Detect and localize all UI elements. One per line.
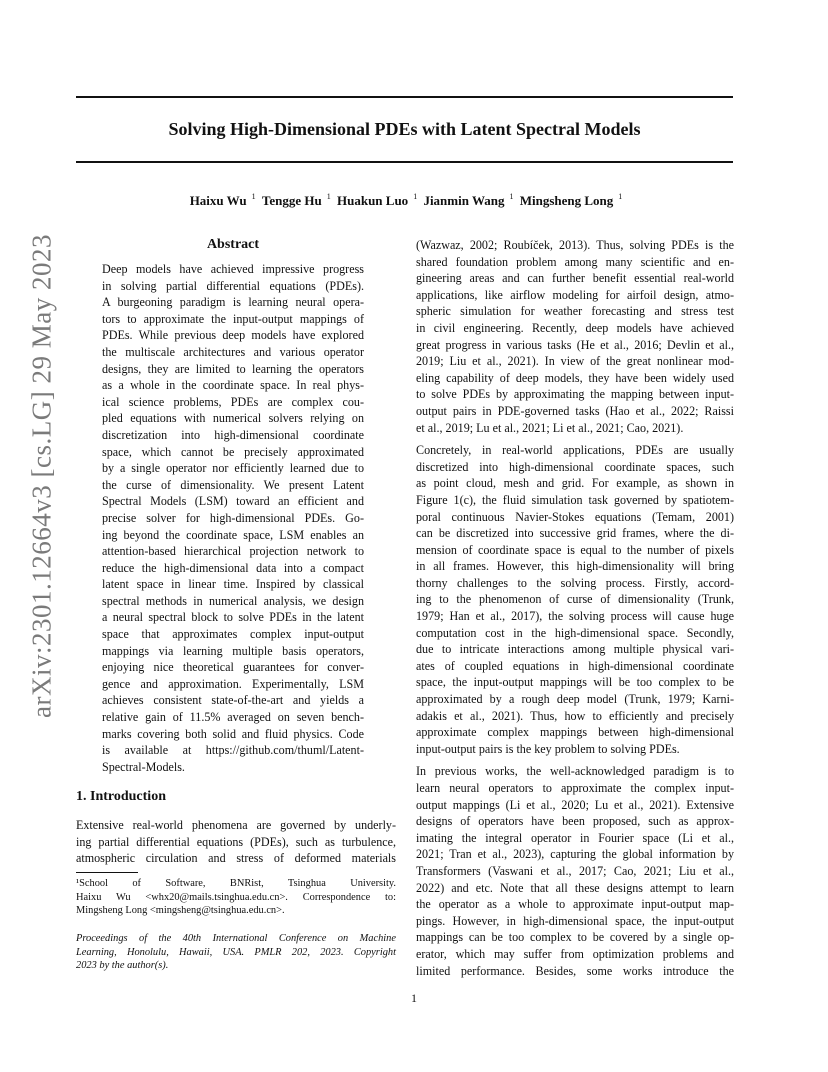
introduction-body — [76, 817, 396, 867]
text-line: precise solver for high-dimensional PDEs. Go- — [102, 510, 364, 525]
text-line: Proceedings of the 40th International Conference on Machine — [76, 933, 396, 944]
text-line: in solving partial differential equations (PDEs). — [102, 278, 364, 293]
text-line: output mappings (Li et al., 2020; Lu et al., 2021). Extensive — [416, 797, 734, 812]
text-line: learn neural operators to approximate the complex input- — [416, 781, 734, 795]
author-list — [76, 192, 733, 209]
introduction-heading: 1. Introduction — [76, 789, 166, 804]
arxiv-stamp-text: arXiv:2301.12664v3 [cs.LG] 29 May 2023 — [26, 234, 57, 718]
text-line: pings. However, in high-dimensional space, the input-output — [416, 913, 734, 928]
text-line: the multiscale architectures and various operator — [102, 344, 364, 359]
paper-title: Solving High-Dimensional PDEs with Latent Spectral Models — [168, 119, 641, 139]
text-line: a neural spectral block to solve PDEs in the latent — [102, 610, 364, 625]
text-line: marks covering both solid and fluid physics. Code — [102, 726, 364, 741]
text-line: Extensive real-world phenomena are governed by underly- — [76, 818, 396, 832]
right-column-text — [416, 237, 734, 985]
text-line: atmospheric circulation and stress of deformed materials — [76, 851, 396, 866]
text-line: computation cost in the high-dimensional space. Secondly, — [416, 625, 734, 640]
text-line: limited performance. Besides, some works introduce the — [416, 963, 734, 978]
text-line: output pairs in PDE-governed tasks (Hao et al., 2022; Raissi — [416, 403, 734, 418]
text-line: great progress in various tasks (He et al., 2016; Devlin et al., — [416, 337, 734, 352]
text-line: pled equations with numerical solvers relying on — [102, 411, 364, 426]
text-line: A burgeoning paradigm is learning neural opera- — [102, 295, 364, 310]
affiliation-mark: 1 — [509, 192, 514, 201]
text-line: shared foundation problem among many scientific and en- — [416, 254, 734, 269]
text-line: 2019; Liu et al., 2021). In view of the great nonlinear mod- — [416, 354, 734, 369]
text-line: poral continuous Navier-Stokes equations (Temam, 2001) — [416, 509, 734, 524]
footnote-proceedings — [76, 932, 396, 973]
text-line: 2022) and etc. Note that all these designs attempt to learn — [416, 880, 734, 895]
text-line: designs, they are limited to learning the operators — [102, 361, 364, 376]
text-line: to solve PDEs by approximating the mapping between input- — [416, 387, 734, 402]
author-name: Mingsheng Long — [519, 193, 614, 208]
affiliation-mark: 1 — [413, 192, 418, 201]
text-line: space that approximates complex input-output — [102, 627, 364, 642]
text-line: Concretely, in real-world applications, PDEs are usually — [416, 443, 734, 458]
text-line: ates of coupled equations in high-dimensional coordinate — [416, 658, 734, 673]
text-line: Spectral-Models. — [102, 759, 185, 774]
text-line: erator, which may suffer from optimization problems and — [416, 946, 734, 961]
text-line: enjoying nice theoretical guarantees for conver- — [102, 660, 364, 675]
text-line: imating the integral operator in Fourier space (Li et al., — [416, 830, 734, 845]
text-line: by a single operator nor efficiently learned due to — [102, 461, 364, 476]
text-line: due to intricate interactions among multiple physical vari- — [416, 642, 734, 657]
text-line: mappings can be too complex to be covered by a single op- — [416, 930, 734, 945]
text-line: discretization into high-dimensional coordinate — [102, 427, 364, 442]
text-line: input-output pairs is the key problem to solving PDEs. — [416, 741, 680, 756]
text-line: Figure 1(c), the fluid simulation task governed by spatiotem- — [416, 492, 734, 507]
affiliation-mark: 1 — [618, 192, 623, 201]
author-name: Tengge Hu — [261, 193, 322, 208]
text-line: is available at https://github.com/thuml/Latent- — [102, 743, 364, 758]
text-line: in civil engineering. Recently, deep models have achieved — [416, 320, 734, 335]
abstract-body — [102, 261, 364, 775]
text-line: et al., 2019; Lu et al., 2021; Li et al., 2021; Cao, 2021). — [416, 420, 684, 435]
abstract-heading: Abstract — [206, 237, 260, 252]
text-line: designs of operators have been proposed, such as approx- — [416, 814, 734, 829]
text-line: relative gain of 11.5% averaged on seven bench- — [102, 710, 364, 725]
text-line: space, which cannot be precisely approximated — [102, 444, 364, 459]
text-line: Haixu Wu <whx20@mails.tsinghua.edu.cn>. Correspondence to: — [76, 891, 396, 903]
text-line: ing beyond the coordinate space, LSM enables an — [102, 527, 364, 542]
text-line: ing partial differential equations (PDEs), such as turbulence, — [76, 834, 396, 849]
text-line: latent space in linear time. Inspired by classical — [102, 577, 364, 592]
footnote-rule — [76, 872, 138, 873]
text-line: discretized into high-dimensional coordinate spaces, such — [416, 459, 734, 474]
text-line: achieves consistent state-of-the-art and yields a — [102, 693, 364, 708]
text-line: as point cloud, mesh and grid. For example, as shown in — [416, 476, 734, 491]
text-line: (Wazwaz, 2002; Roubíček, 2013). Thus, solving PDEs is the — [416, 238, 734, 252]
footnote-affiliation — [76, 877, 396, 918]
text-line: mappings via learning multiple basis operators, — [102, 643, 364, 658]
text-line: eling capability of deep models, they have been widely used — [416, 370, 734, 385]
text-line: tors to approximate the input-output mappings of — [102, 311, 364, 326]
text-line: in all frames. However, this high-dimensionality will bring — [416, 559, 734, 574]
text-line: can be discretized into successive grid frames, where the di- — [416, 526, 734, 541]
author-name: Jianmin Wang — [423, 193, 505, 208]
text-line: 1979; Han et al., 2017), the solving process will cause huge — [416, 609, 734, 624]
text-line: gence and approximation. Experimentally, LSM — [102, 676, 364, 691]
affiliation-mark: 1 — [251, 192, 256, 201]
text-line: thorny challenges to the solving process. Firstly, accord- — [416, 575, 734, 590]
title-bottom-rule — [76, 161, 733, 163]
text-line: ¹School of Software, BNRist, Tsinghua University. — [76, 878, 396, 889]
text-line: spectral methods in numerical analysis, we design — [102, 593, 364, 608]
text-line: the operator as a whole to approximate input-output map- — [416, 897, 734, 912]
text-line: Spectral Models (LSM) toward an efficient and — [102, 494, 364, 509]
text-line: Transformers (Vaswani et al., 2017; Cao, 2021; Liu et al., — [416, 863, 734, 878]
top-rule — [76, 96, 733, 98]
text-line: PDEs. While previous deep models have explored — [102, 328, 364, 343]
text-line: attention-based hierarchical projection network to — [102, 544, 364, 559]
text-line: Deep models have achieved impressive progress — [102, 262, 364, 276]
text-line: adakis et al., 2021). Thus, how to efficiently and precisely — [416, 708, 734, 723]
text-line: Mingsheng Long <mingsheng@tsinghua.edu.cn>. — [76, 905, 285, 917]
text-line: applications, like airflow modeling for airfoil design, atmo- — [416, 287, 734, 302]
text-line: spheric simulation for weather forecasting and stress test — [416, 304, 734, 319]
text-line: 2023 by the author(s). — [76, 960, 169, 972]
text-line: In previous works, the well-acknowledged paradigm is to — [416, 764, 734, 779]
text-line: the curse of dimensionality. We present Latent — [102, 477, 364, 492]
text-line: reduce the high-dimensional data into a compact — [102, 560, 364, 575]
text-line: gineering areas and can further benefit essential real-world — [416, 271, 734, 286]
author-name: Huakun Luo — [337, 193, 409, 208]
paragraph — [416, 442, 734, 757]
text-line: ing to the phenomenon of curse of dimensionality (Trunk, — [416, 592, 734, 607]
paragraph — [416, 763, 734, 979]
text-line: mension of coordinate space is equal to the number of pixels — [416, 542, 734, 557]
page-number: 1 — [411, 991, 417, 1005]
text-line: approximate complex mappings between high-dimensional — [416, 725, 734, 740]
text-line: Learning, Honolulu, Hawaii, USA. PMLR 202, 2023. Copyright — [76, 946, 396, 958]
text-line: as a whole in the coordinate space. In real phys- — [102, 378, 364, 393]
paragraph — [416, 237, 734, 436]
text-line: approximated by a rough deep model (Trunk, 1979; Karni- — [416, 692, 734, 707]
text-line: 2021; Tran et al., 2023), capturing the global information by — [416, 847, 734, 862]
affiliation-mark: 1 — [326, 192, 331, 201]
text-line: ical science problems, PDEs are complex cou- — [102, 394, 364, 409]
author-name: Haixu Wu — [189, 193, 247, 208]
text-line: space, the input-output mappings will be too complex to be — [416, 675, 734, 690]
